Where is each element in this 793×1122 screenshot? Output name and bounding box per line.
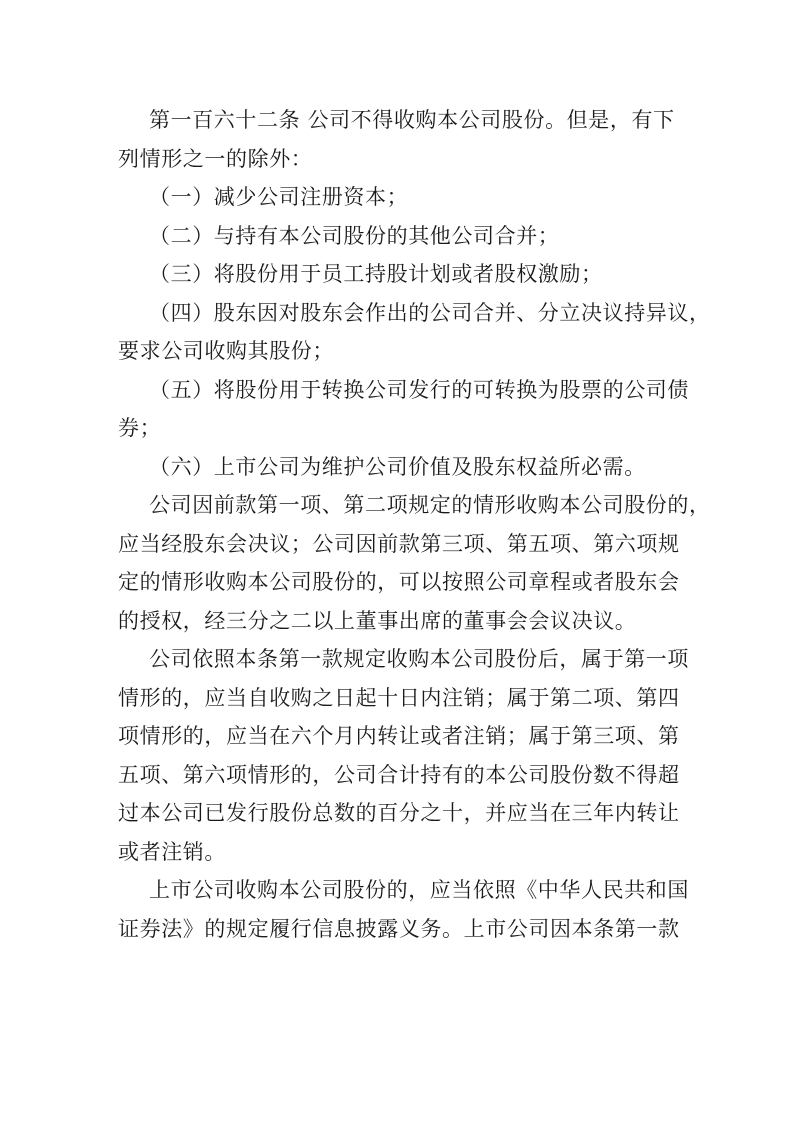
- text-line: 的授权，经三分之二以上董事出席的董事会会议决议。: [118, 608, 637, 633]
- text-line: （二）与持有本公司股份的其他公司合并；: [149, 223, 560, 248]
- text-line: 第一百六十二条 公司不得收购本公司股份。但是，有下: [149, 108, 675, 132]
- document-body: [118, 101, 711, 948]
- text-line: 要求公司收购其股份；: [118, 339, 334, 363]
- text-line: 过本公司已发行股份总数的百分之十，并应当在三年内转让: [118, 801, 680, 825]
- text-line: 列情形之一的除外：: [118, 146, 313, 171]
- text-line: 情形的，应当自收购之日起十日内注销；属于第二项、第四: [118, 685, 680, 710]
- text-line: 项情形的，应当在六个月内转让或者注销；属于第三项、第: [118, 724, 680, 748]
- text-line: 定的情形收购本公司股份的，可以按照公司章程或者股东会: [118, 570, 680, 594]
- text-line: 上市公司收购本公司股份的，应当依照《中华人民共和国: [149, 878, 689, 902]
- text-line: （三）将股份用于员工持股计划或者股权激励；: [149, 262, 603, 286]
- text-line: 公司因前款第一项、第二项规定的情形收购本公司股份的，: [149, 493, 711, 517]
- text-line: 或者注销。: [118, 839, 226, 864]
- text-line: （一）减少公司注册资本；: [149, 185, 409, 209]
- text-line: （五）将股份用于转换公司发行的可转换为股票的公司债: [149, 377, 689, 402]
- text-line: 应当经股东会决议；公司因前款第三项、第五项、第六项规: [118, 531, 680, 556]
- text-line: 五项、第六项情形的，公司合计持有的本公司股份数不得超: [118, 762, 680, 787]
- text-line: （六）上市公司为维护公司价值及股东权益所必需。: [149, 454, 646, 479]
- text-line: 券；: [118, 416, 162, 440]
- text-line: （四）股东因对股东会作出的公司合并、分立决议持异议，: [149, 300, 711, 325]
- text-line: 公司依照本条第一款规定收购本公司股份后，属于第一项: [149, 647, 689, 671]
- text-line: 证券法》的规定履行信息披露义务。上市公司因本条第一款: [118, 916, 680, 941]
